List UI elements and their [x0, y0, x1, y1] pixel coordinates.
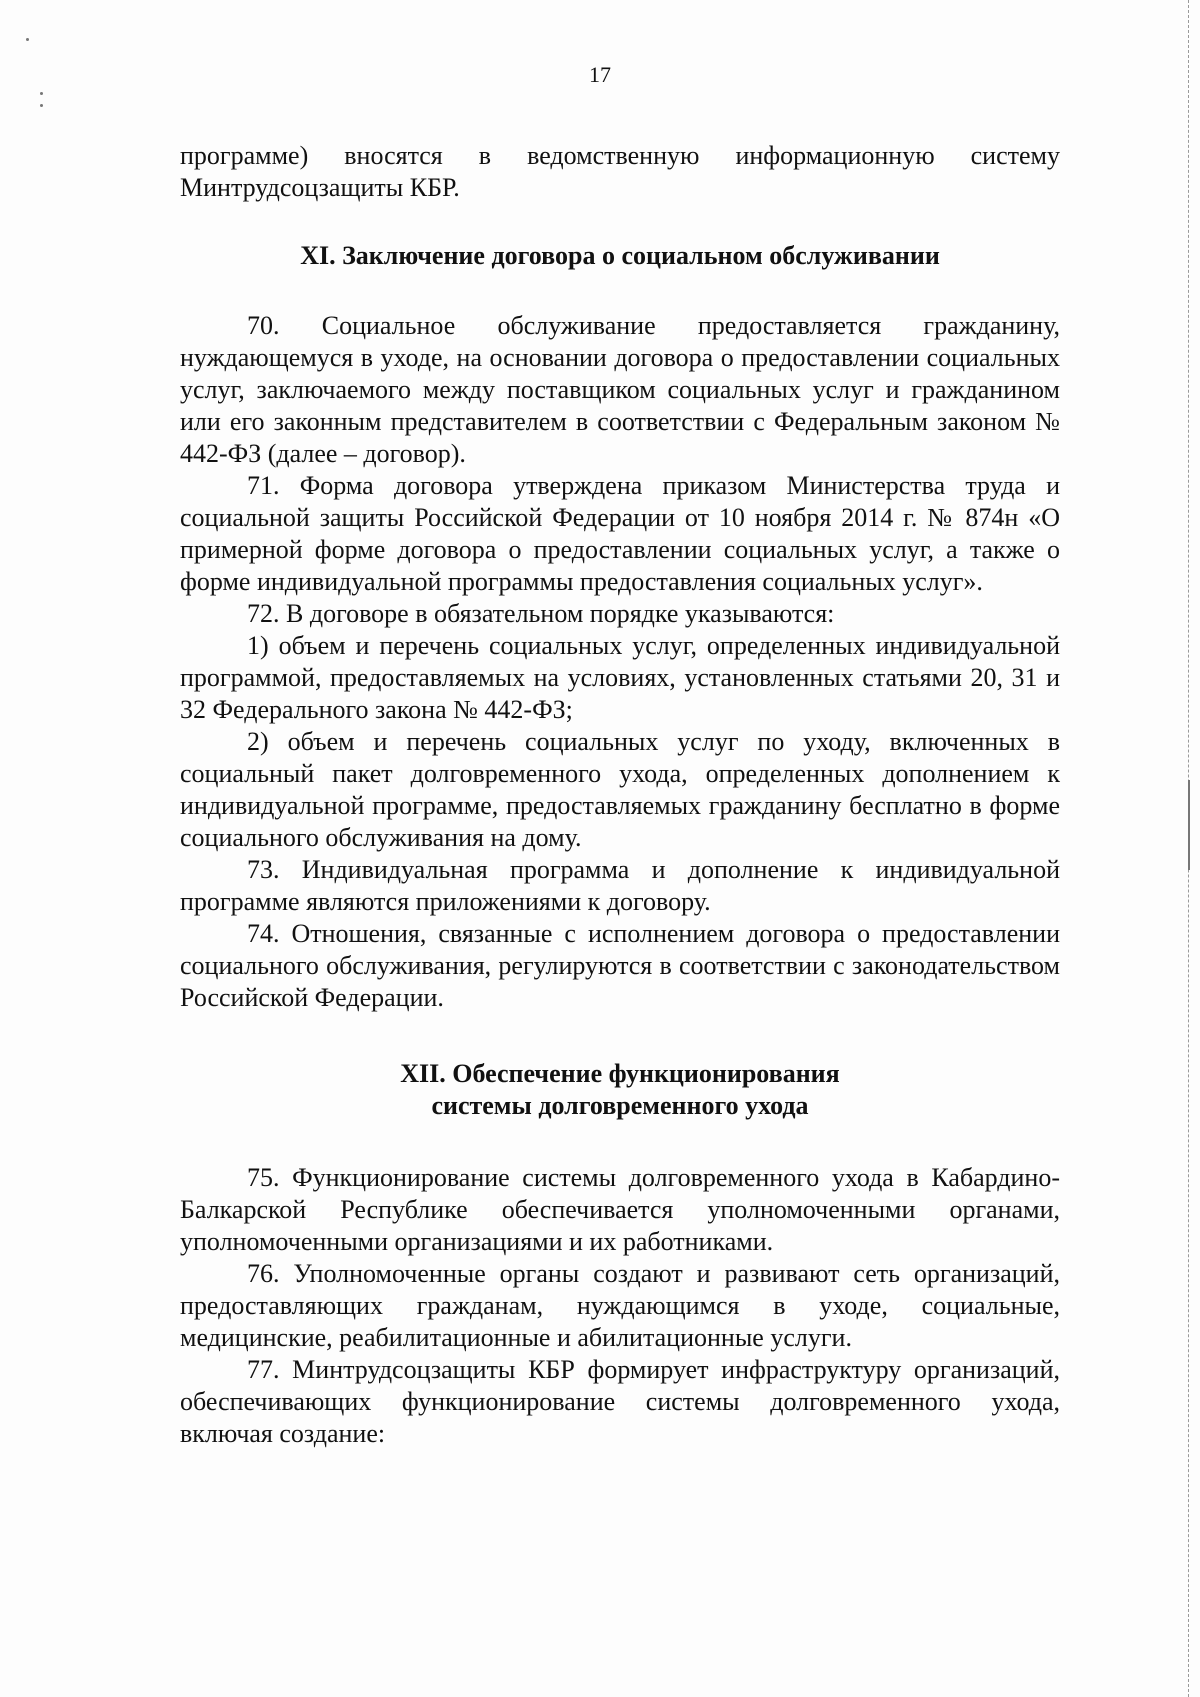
paragraph-76: 76. Уполномоченные органы создают и развивают сеть организаций, предоставляющих гражданам, нуждающимся в уходе, социальные, медицинские, реабилитационные и абилитационные услуги. [180, 1259, 1060, 1352]
scan-speck [40, 92, 43, 95]
scan-edge-mark [1188, 780, 1190, 870]
document-body [180, 140, 1060, 1450]
paragraph-72: 72. В договоре в обязательном порядке указываются: [247, 599, 835, 628]
section-xii-heading [180, 1058, 1060, 1122]
section-xii-heading-line1: XII. Обеспечение функционирования [400, 1059, 840, 1088]
section-xi-heading: XI. Заключение договора о социальном обслуживании [300, 241, 940, 270]
intro-paragraph: программе) вносятся в ведомственную информационную систему Минтрудсоцзащиты КБР. [180, 141, 1060, 202]
paragraph-73: 73. Индивидуальная программа и дополнение к индивидуальной программе являются приложениями к договору. [180, 855, 1060, 916]
paragraph-75: 75. Функционирование системы долговременного ухода в Кабардино-Балкарской Республике обеспечивается уполномоченными органами, уполномоченными организациями и их работниками. [180, 1163, 1060, 1256]
scan-speck [26, 38, 29, 41]
paragraph-71: 71. Форма договора утверждена приказом Министерства труда и социальной защиты Российской Федерации от 10 ноября 2014 г. № 874н «О примерной форме договора о предоставлении социальных услуг, а также о форме индивидуальной программы предоставления социальных услуг». [180, 471, 1060, 596]
paragraph-70: 70. Социальное обслуживание предоставляется гражданину, нуждающемуся в уходе, на основании договора о предоставлении социальных услуг, заключаемого между поставщиком социальных услуг и гражданином или его законным представителем в соответствии с Федеральным законом № 442-ФЗ (далее – договор). [180, 311, 1060, 468]
paragraph-77: 77. Минтрудсоцзащиты КБР формирует инфраструктуру организаций, обеспечивающих функционирование системы долговременного ухода, включая создание: [180, 1355, 1060, 1448]
scan-speck [40, 104, 43, 107]
paragraph-72-item-1: 1) объем и перечень социальных услуг, определенных индивидуальной программой, предоставляемых на условиях, установленных статьями 20, 31 и 32 Федерального закона № 442-ФЗ; [180, 631, 1060, 724]
paragraph-74: 74. Отношения, связанные с исполнением договора о предоставлении социального обслуживания, регулируются в соответствии с законодательством Российской Федерации. [180, 919, 1060, 1012]
paragraph-72-item-2: 2) объем и перечень социальных услуг по уходу, включенных в социальный пакет долговременного ухода, определенных дополнением к индивидуальной программе, предоставляемых гражданину бесплатно в форме социального обслуживания на дому. [180, 727, 1060, 852]
page-number: 17 [589, 62, 611, 87]
section-xii-heading-line2: системы долговременного ухода [431, 1091, 809, 1120]
